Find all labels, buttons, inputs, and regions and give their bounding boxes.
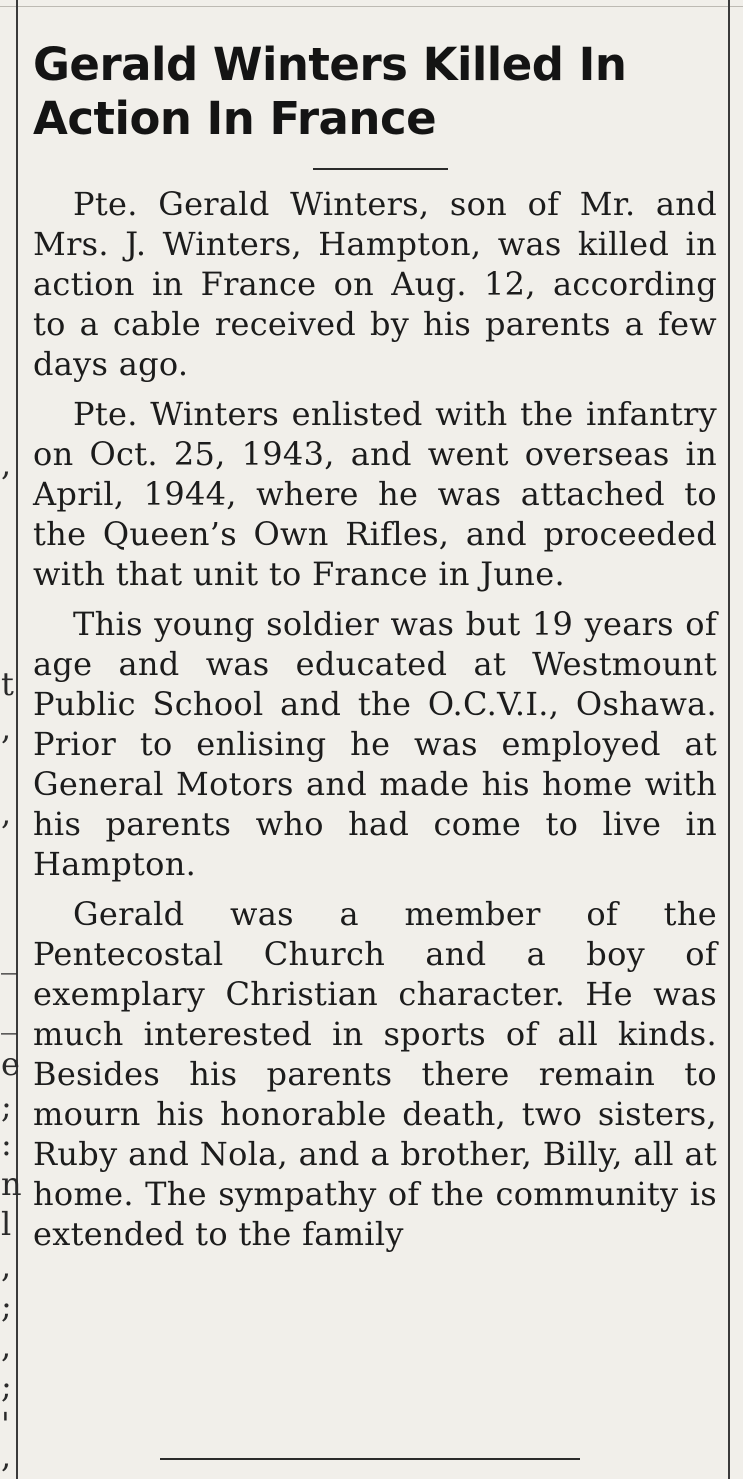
article-end-rule <box>160 1458 580 1460</box>
margin-fragment: ; <box>1 1287 12 1325</box>
adjacent-column-fragments <box>0 0 22 1479</box>
margin-fragment: t <box>1 665 14 703</box>
margin-fragment: ' <box>1 1405 10 1443</box>
margin-fragment: , <box>1 1247 12 1285</box>
article-paragraph: Gerald was a member of the Pentecostal Church and a boy of exemplary Christian character. He was much interested in sports of all kinds. Besides his parents there remain to mourn his honorable death, two sisters, Ruby and Nola, and a brother, Billy, all at home. The sympathy of the community is extended to the family <box>33 895 717 1253</box>
headline-divider <box>313 168 448 170</box>
margin-fragment: , <box>1 1327 12 1365</box>
margin-fragment: , <box>1 1437 12 1475</box>
news-article <box>33 38 717 1254</box>
margin-fragment: , <box>1 445 12 483</box>
margin-fragment: _ <box>1 937 17 975</box>
article-headline: Gerald Winters Killed In Action In France <box>33 38 627 145</box>
margin-fragment: e <box>1 1045 20 1083</box>
article-paragraph: Pte. Winters enlisted with the infantry on Oct. 25, 1943, and went overseas in April, 1944, where he was attached to the Queen’s Own Rifles, and proceeded with that unit to France in June. <box>33 395 717 593</box>
article-paragraph: Pte. Gerald Winters, son of Mr. and Mrs. J. Winters, Hampton, was killed in action in France on Aug. 12, according to a cable received by his parents a few days ago. <box>33 185 717 383</box>
margin-fragment: l <box>1 1205 12 1243</box>
margin-fragment: n <box>1 1165 22 1203</box>
top-rule <box>0 0 743 7</box>
margin-fragment: _ <box>1 997 17 1035</box>
margin-fragment: , <box>1 709 12 747</box>
article-body <box>33 184 717 1254</box>
margin-fragment: , <box>1 794 12 832</box>
margin-fragment: ; <box>1 1367 12 1405</box>
column-rule-left <box>16 0 18 1479</box>
margin-fragment: ; <box>1 1087 12 1125</box>
column-rule-right <box>728 0 730 1479</box>
article-paragraph: This young soldier was but 19 years of age and was educated at Westmount Public School and the O.C.V.I., Oshawa. Prior to enlising he was employed at General Motors and made his home with his parents who had come to live in Hampton. <box>33 605 717 883</box>
margin-fragment: : <box>1 1125 12 1163</box>
